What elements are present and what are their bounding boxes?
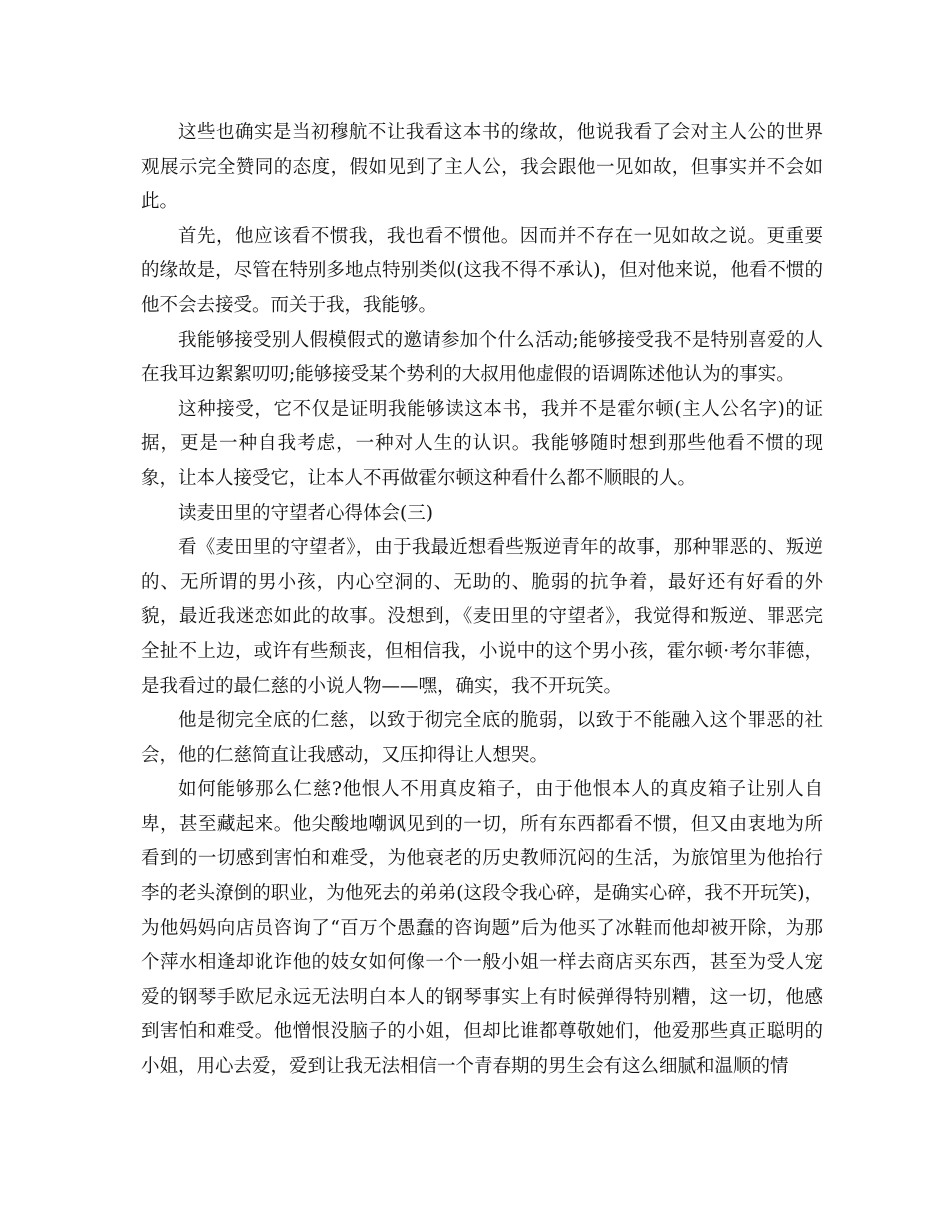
paragraph: 这种接受，它不仅是证明我能够读这本书，我并不是霍尔顿(主人公名字)的证据，更是一种自我考虑，一种对人生的认识。我能够随时想到那些他看不惯的现象，让本人接受它，让本人不再做霍尔顿这种看什么都不顺眼的人。 [141, 398, 823, 489]
paragraph: 首先，他应该看不惯我，我也看不惯他。因而并不存在一见如故之说。更重要的缘故是，尽管在特别多地点特别类似(这我不得不承认)，但对他来说，他看不惯的他不会去接受。而关于我，我能够。 [141, 225, 823, 316]
paragraph: 他是彻完全底的仁慈，以致于彻完全底的脆弱，以致于不能融入这个罪恶的社会，他的仁慈简直让我感动，又压抑得让人想哭。 [141, 710, 823, 766]
section-heading: 读麦田里的守望者心得体会(三) [178, 502, 433, 524]
paragraph: 看《麦田里的守望者》，由于我最近想看些叛逆青年的故事，那种罪恶的、叛逆的、无所谓的男小孩，内心空洞的、无助的、脆弱的抗争着，最好还有好看的外貌，最近我迷恋如此的故事。没想到，《麦田里的守望者》，我觉得和叛逆、罪恶完全扯不上边，或许有些颓丧，但相信我，小说中的这个男小孩，霍尔顿·考尔菲德，是我看过的最仁慈的小说人物——嘿，确实，我不开玩笑。 [141, 537, 823, 697]
paragraph: 如何能够那么仁慈?他恨人不用真皮箱子，由于他恨本人的真皮箱子让别人自卑，甚至藏起来。他尖酸地嘲讽见到的一切，所有东西都看不惯，但又由衷地为所看到的一切感到害怕和难受，为他衰老的历史教师沉闷的生活，为旅馆里为他抬行李的老头潦倒的职业，为他死去的弟弟(这段令我心碎，是确实心碎，我不开玩笑)，为他妈妈向店员咨询了“百万个愚蠢的咨询题”后为他买了冰鞋而他却被开除，为那个萍水相逢却讹诈他的妓女如何像一个一般小姐一样去商店买东西，甚至为受人宠爱的钢琴手欧尼永远无法明白本人的钢琴事实上有时候弹得特别糟，这一切，他感到害怕和难受。他憎恨没脑子的小姐，但却比谁都尊敬她们，他爱那些真正聪明的小姐，用心去爱，爱到让我无法相信一个青春期的男生会有这么细腻和温顺的情 [141, 779, 823, 1078]
paragraph: 我能够接受别人假模假式的邀请参加个什么活动;能够接受我不是特别喜爱的人在我耳边絮絮叨叨;能够接受某个势利的大叔用他虚假的语调陈述他认为的事实。 [141, 329, 823, 386]
paragraph: 这些也确实是当初穆航不让我看这本书的缘故，他说我看了会对主人公的世界观展示完全赞同的态度，假如见到了主人公，我会跟他一见如故，但事实并不会如此。 [141, 122, 823, 213]
document-page [141, 116, 823, 1085]
